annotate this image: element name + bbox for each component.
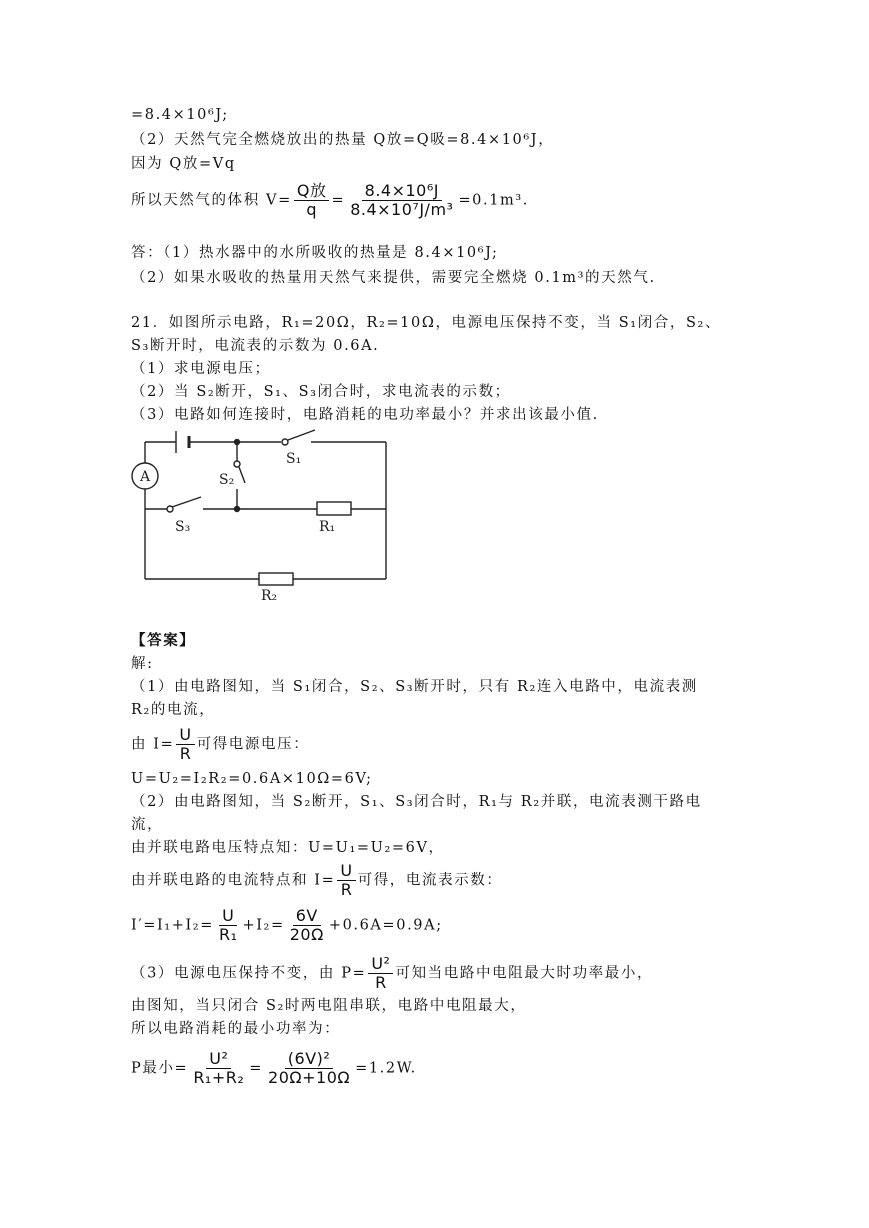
switch-s3 (172, 497, 201, 507)
formula-prefix: 由 I= (131, 736, 175, 753)
ammeter-label: A (140, 469, 151, 485)
ohm-law-line (131, 726, 309, 763)
question-part: （2）当 S₂断开，S₁、S₃闭合时，求电流表的示数； (131, 384, 511, 400)
formula-suffix: =1.2W. (355, 1060, 417, 1077)
r1-label: R₁ (319, 519, 336, 535)
question-text: 21．如图所示电路，R₁=20Ω，R₂=10Ω，电源电压保持不变，当 S₁闭合，S₂、 (131, 315, 722, 331)
fraction (287, 907, 327, 944)
denominator: 20Ω+10Ω (268, 1068, 351, 1087)
current-law-line (131, 862, 503, 899)
formula-suffix: 可得电源电压： (196, 736, 310, 753)
text-line: R₂的电流， (131, 702, 216, 718)
text-line: 由并联电路电压特点知：U=U₁=U₂=6V， (131, 840, 445, 856)
current-formula (131, 907, 443, 944)
formula-prefix: P最小= (131, 1060, 189, 1077)
numerator: U² (368, 955, 393, 974)
fraction (337, 862, 355, 899)
numerator: 6V (293, 907, 321, 926)
denominator: q (306, 200, 317, 219)
fraction (265, 1050, 353, 1087)
numerator: U (176, 726, 194, 745)
formula-prefix: I′=I₁+I₂= (131, 917, 214, 934)
numerator: U (219, 907, 237, 926)
numerator: U² (206, 1050, 231, 1069)
fraction (294, 182, 330, 219)
formula-prefix: 所以天然气的体积 V= (131, 192, 292, 209)
text-line: 所以电路消耗的最小功率为： (131, 1021, 341, 1037)
answer-heading: 【答案】 (131, 633, 196, 649)
s2-label: S₂ (219, 472, 235, 488)
denominator: R (340, 880, 353, 899)
numerator: U (337, 862, 355, 881)
numerator: 8.4×10⁶J (362, 182, 442, 201)
question-text: S₃断开时，电流表的示数为 0.6A. (131, 338, 380, 354)
denominator: 20Ω (289, 925, 324, 944)
switch-s2 (239, 467, 245, 483)
denominator: R (375, 973, 387, 992)
text-line: （2）天然气完全燃烧放出的热量 Q放=Q吸=8.4×10⁶J， (131, 132, 555, 148)
formula-suffix: =0.1m³. (458, 192, 530, 209)
denominator: R₁ (218, 925, 238, 944)
numerator: Q放 (294, 182, 330, 201)
numerator: (6V)² (285, 1050, 334, 1069)
resistor-r2 (259, 573, 293, 585)
formula-suffix: 可知当电路中电阻最大时功率最小， (395, 965, 654, 982)
formula-suffix: 可得，电流表示数： (357, 872, 503, 889)
text-line: （1）由电路图知，当 S₁闭合，S₂、S₃断开时，只有 R₂连入电路中，电流表测 (131, 679, 698, 695)
fraction (216, 907, 241, 944)
formula-suffix: +0.6A=0.9A; (328, 917, 443, 934)
text-line: 由图知，当只闭合 S₂时两电阻串联，电路中电阻最大， (131, 998, 527, 1014)
s3-label: S₃ (175, 519, 191, 535)
formula-prefix: 由并联电路的电流特点和 I= (131, 872, 336, 889)
fraction (190, 1050, 247, 1087)
text-line: 答：（1）热水器中的水所吸收的热量是 8.4×10⁶J; (131, 245, 499, 261)
text-line: （2）由电路图知，当 S₂断开，S₁、S₃闭合时，R₁与 R₂并联，电流表测干路电 (131, 794, 702, 810)
min-power-formula: P最小= $\frac{\text{U²}}{\text{R₁+R₂}}$ = $\frac{\text{(6V)²}}{20\Omega+10\Omega}$ =1.2W. (131, 1049, 417, 1087)
fraction (368, 955, 393, 992)
text-line: U=U₂=I₂R₂=0.6A×10Ω=6V; (131, 771, 373, 787)
question-part: （1）求电源电压； (131, 361, 271, 377)
power-law-line (131, 955, 653, 992)
volume-formula: 所以天然气的体积 V= $\frac{\text{Q放}}{q}$ = $\frac{\text{8.4×10⁶J}}{\text{8.4×10⁷J/m³}}$ =0.1m³. (131, 181, 530, 219)
formula-mid: +I₂= (242, 917, 285, 934)
circuit-diagram (131, 425, 391, 605)
text-line: 流， (131, 817, 164, 833)
r2-label: R₂ (261, 588, 278, 604)
resistor-r1 (317, 502, 351, 515)
text-line: =8.4×10⁶J; (131, 107, 229, 123)
denominator: R (179, 744, 192, 763)
switch-s1 (288, 430, 315, 440)
denominator: R₁+R₂ (193, 1068, 245, 1087)
formula-prefix: （3）电源电压保持不变，由 P= (131, 965, 367, 982)
text-line: （2）如果水吸收的热量用天然气来提供，需要完全燃烧 0.1m³的天然气. (131, 270, 656, 286)
denominator: 8.4×10⁷J/m³ (350, 200, 454, 219)
fraction (176, 726, 194, 763)
s1-label: S₁ (286, 451, 302, 467)
text-line: 因为 Q放=Vq (131, 156, 236, 172)
text-line: 解: (131, 656, 154, 672)
fraction (347, 182, 456, 219)
question-part: （3）电路如何连接时，电路消耗的电功率最小？并求出该最小值. (131, 407, 599, 423)
